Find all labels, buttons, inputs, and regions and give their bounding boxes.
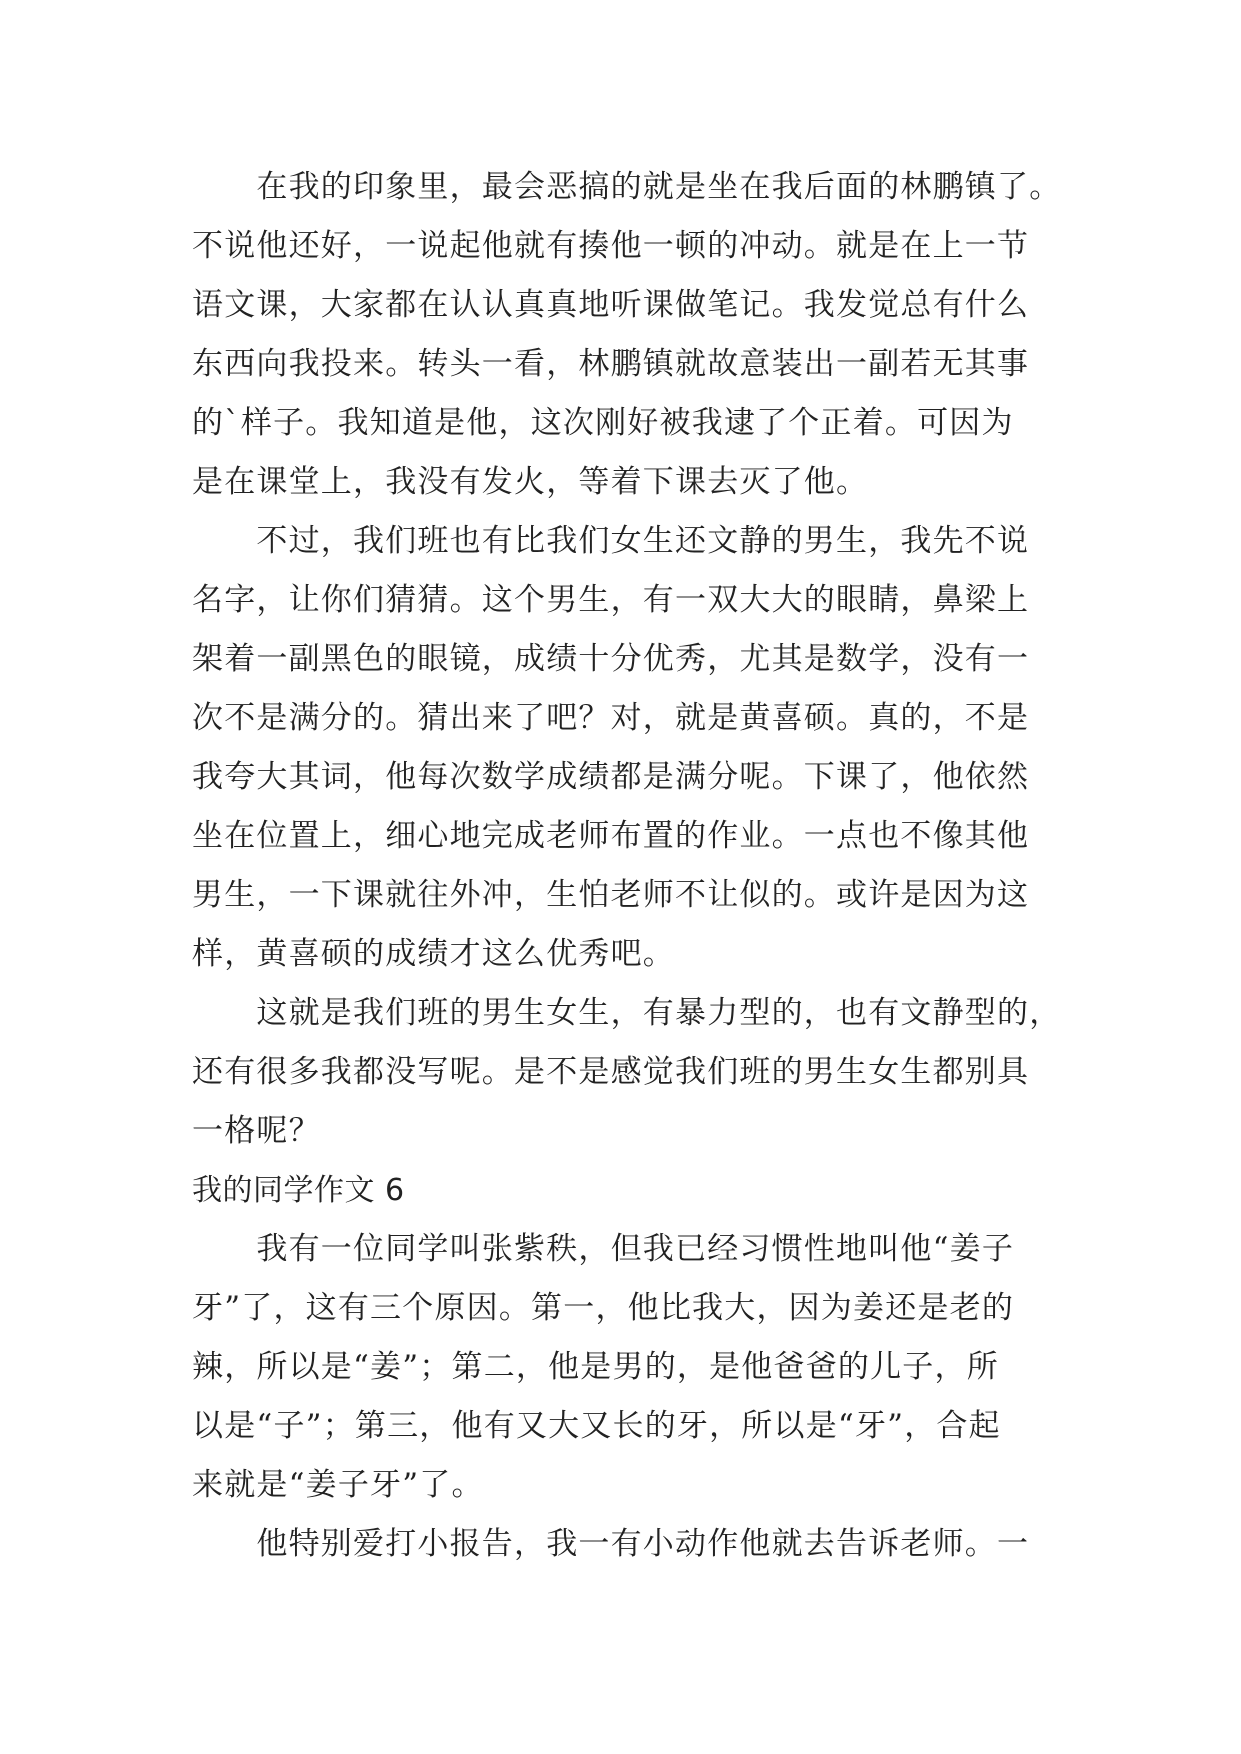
- text-line: 坐在位置上，细心地完成老师布置的作业。一点也不像其他: [192, 818, 1030, 854]
- text-line: 不过，我们班也有比我们女生还文静的男生，我先不说: [192, 523, 1030, 559]
- text-line: 辣，所以是“姜”；第二，他是男的，是他爸爸的儿子，所: [192, 1349, 999, 1385]
- text-line: 他特别爱打小报告，我一有小动作他就去告诉老师。一: [192, 1526, 1030, 1562]
- text-line: 语文课，大家都在认认真真地听课做笔记。我发觉总有什么: [192, 287, 1030, 323]
- text-line: 东西向我投来。转头一看，林鹏镇就故意装出一副若无其事: [192, 346, 1030, 382]
- text-line: 在我的印象里，最会恶搞的就是坐在我后面的林鹏镇了。: [192, 169, 1062, 205]
- text-line: 以是“子”；第三，他有又大又长的牙，所以是“牙”，合起: [192, 1408, 1001, 1444]
- text-line: 一格呢？: [192, 1113, 321, 1149]
- text-line: 牙”了，这有三个原因。第一，他比我大，因为姜还是老的: [192, 1290, 1015, 1326]
- text-line: 是在课堂上，我没有发火，等着下课去灭了他。: [192, 464, 869, 500]
- document-body: [192, 158, 1072, 1574]
- text-line: 架着一副黑色的眼镜，成绩十分优秀，尤其是数学，没有一: [192, 641, 1030, 677]
- text-line: 这就是我们班的男生女生，有暴力型的，也有文静型的，: [192, 995, 1062, 1031]
- text-line: 男生，一下课就往外冲，生怕老师不让似的。或许是因为这: [192, 877, 1030, 913]
- text-line: 还有很多我都没写呢。是不是感觉我们班的男生女生都别具: [192, 1054, 1030, 1090]
- text-line: 来就是“姜子牙”了。: [192, 1467, 484, 1503]
- text-line: 我有一位同学叫张紫秩，但我已经习惯性地叫他“姜子: [192, 1231, 1015, 1267]
- text-line: 我夸大其词，他每次数学成绩都是满分呢。下课了，他依然: [192, 759, 1030, 795]
- text-line: 不说他还好，一说起他就有揍他一顿的冲动。就是在上一节: [192, 228, 1030, 264]
- text-line: 次不是满分的。猜出来了吧？对，就是黄喜硕。真的，不是: [192, 700, 1030, 736]
- text-line: 的`样子。我知道是他，这次刚好被我逮了个正着。可因为: [192, 405, 1014, 441]
- text-line: 样，黄喜硕的成绩才这么优秀吧。: [192, 936, 675, 972]
- text-line: 名字，让你们猜猜。这个男生，有一双大大的眼睛，鼻梁上: [192, 582, 1030, 618]
- section-heading: 我的同学作文 6: [192, 1173, 405, 1208]
